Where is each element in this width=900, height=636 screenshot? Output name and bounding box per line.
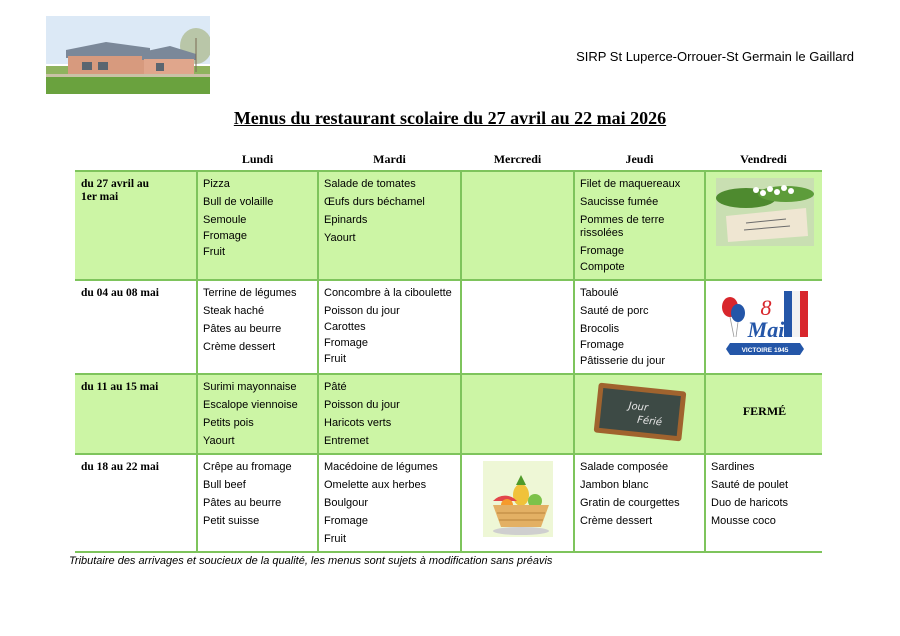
svg-text:Jour: Jour: [627, 400, 649, 414]
dish: Macédoine de légumes: [324, 461, 438, 473]
dish: Pizza: [203, 178, 230, 190]
fruit-basket-icon: [483, 461, 553, 537]
menu-cell-mardi: [318, 280, 461, 374]
menu-cell-jeudi: [574, 171, 705, 280]
dish: Taboulé: [580, 287, 619, 299]
dish: Crème dessert: [203, 341, 276, 353]
dish: Entremet: [324, 435, 369, 447]
dish: Pâté: [324, 381, 347, 393]
dish: Gratin de courgettes: [580, 497, 680, 509]
dish: Fruit: [203, 246, 225, 258]
menu-cell-jeudi: [574, 280, 705, 374]
dish: Sauté de poulet: [711, 479, 789, 491]
dish: Sardines: [711, 461, 755, 473]
muguet-1er-mai-icon: [716, 178, 814, 246]
menu-cell-mardi: [318, 374, 461, 454]
page-title: Menus du restaurant scolaire du 27 avril au 22 mai 2026: [233, 108, 667, 128]
dish: Bull de volaille: [203, 196, 274, 208]
dish: Pâtes au beurre: [203, 497, 282, 509]
dish: Jambon blanc: [580, 479, 649, 491]
day-header-jeudi: Jeudi: [574, 148, 705, 171]
dish: Crème dessert: [580, 515, 653, 527]
dish: Boulgour: [324, 497, 369, 509]
menu-cell-lundi: [197, 454, 318, 552]
dish: Petits pois: [203, 417, 254, 429]
week-label: du 27 avril au 1er mai: [75, 171, 197, 280]
dish: Carottes: [324, 321, 366, 333]
week-label: du 18 au 22 mai: [75, 454, 197, 552]
week-row: [75, 454, 822, 552]
dish: Semoule: [203, 214, 247, 226]
jour-ferie-chalkboard-icon: [592, 381, 688, 443]
dish: Concombre à la ciboulette: [324, 287, 452, 299]
organization-name: SIRP St Luperce-Orrouer-St Germain le Gaillard: [576, 49, 854, 64]
week-label: du 11 au 15 mai: [75, 374, 197, 454]
menu-cell-jeudi: [574, 374, 705, 454]
dish: Saucisse fumée: [580, 196, 659, 208]
menu-cell-lundi: [197, 171, 318, 280]
dish: Pâtes au beurre: [203, 323, 282, 335]
day-header-vendredi: Vendredi: [705, 148, 822, 171]
dish: Compote: [580, 261, 625, 273]
dish: Yaourt: [203, 435, 235, 447]
dish: Fromage: [580, 339, 625, 351]
corner-header: [75, 148, 197, 171]
menu-cell-mardi: [318, 171, 461, 280]
svg-text:Férié: Férié: [636, 414, 663, 429]
dish: Sauté de porc: [580, 305, 649, 317]
dish: Salade de tomates: [324, 178, 416, 190]
dish: Bull beef: [203, 479, 246, 491]
dish: Pommes de terre rissolées: [580, 214, 665, 239]
menu-table: [75, 148, 822, 553]
dish: Yaourt: [324, 232, 356, 244]
dish: Duo de haricots: [711, 497, 789, 509]
day-header-row: [75, 148, 822, 171]
svg-text:8: 8: [760, 295, 771, 320]
dish: Fromage: [580, 245, 625, 257]
dish: Petit suisse: [203, 515, 260, 527]
dish: Poisson du jour: [324, 399, 400, 411]
menu-cell-mardi: [318, 454, 461, 552]
dish: Mousse coco: [711, 515, 776, 527]
week-label: du 04 au 08 mai: [75, 280, 197, 374]
day-header-lundi: Lundi: [197, 148, 318, 171]
dish: Poisson du jour: [324, 305, 400, 317]
dish: Fruit: [324, 533, 346, 545]
week-row: [75, 171, 822, 280]
dish: Filet de maquereaux: [580, 178, 681, 190]
menu-cell-vendredi: [705, 280, 822, 374]
menu-cell-mercredi: [461, 280, 574, 374]
menu-cell-lundi: [197, 374, 318, 454]
dish: Pâtisserie du jour: [580, 355, 665, 367]
footer-disclaimer: Tributaire des arrivages et soucieux de la qualité, les menus sont sujets à modification sans préavis: [69, 555, 553, 567]
8-mai-victoire-icon: [716, 287, 814, 363]
day-header-mercredi: Mercredi: [461, 148, 574, 171]
dish: Fruit: [324, 353, 346, 365]
school-building-photo: [46, 16, 210, 94]
dish: Epinards: [324, 214, 368, 226]
svg-text:Mai: Mai: [747, 317, 784, 342]
menu-cell-vendredi: [705, 171, 822, 280]
menu-cell-mercredi: [461, 171, 574, 280]
menu-cell-vendredi: [705, 454, 822, 552]
svg-text:VICTOIRE 1945: VICTOIRE 1945: [741, 347, 788, 354]
day-header-mardi: Mardi: [318, 148, 461, 171]
menu-cell-lundi: [197, 280, 318, 374]
menu-cell-jeudi: [574, 454, 705, 552]
dish: Œufs durs béchamel: [324, 196, 425, 208]
dish: Haricots verts: [324, 417, 392, 429]
dish: Salade composée: [580, 461, 669, 473]
week-row: [75, 374, 822, 454]
menu-cell-vendredi: [705, 374, 822, 454]
dish: Fromage: [203, 230, 248, 242]
closed-label: FERMÉ: [742, 404, 787, 418]
dish: Brocolis: [580, 323, 620, 335]
dish: Surimi mayonnaise: [203, 381, 297, 393]
menu-cell-mercredi: [461, 454, 574, 552]
dish: Fromage: [324, 337, 369, 349]
dish: Terrine de légumes: [203, 287, 297, 299]
dish: Omelette aux herbes: [324, 479, 427, 491]
dish: Crêpe au fromage: [203, 461, 292, 473]
menu-cell-mercredi: [461, 374, 574, 454]
dish: Steak haché: [203, 305, 265, 317]
dish: Escalope viennoise: [203, 399, 298, 411]
dish: Fromage: [324, 515, 369, 527]
week-row: [75, 280, 822, 374]
